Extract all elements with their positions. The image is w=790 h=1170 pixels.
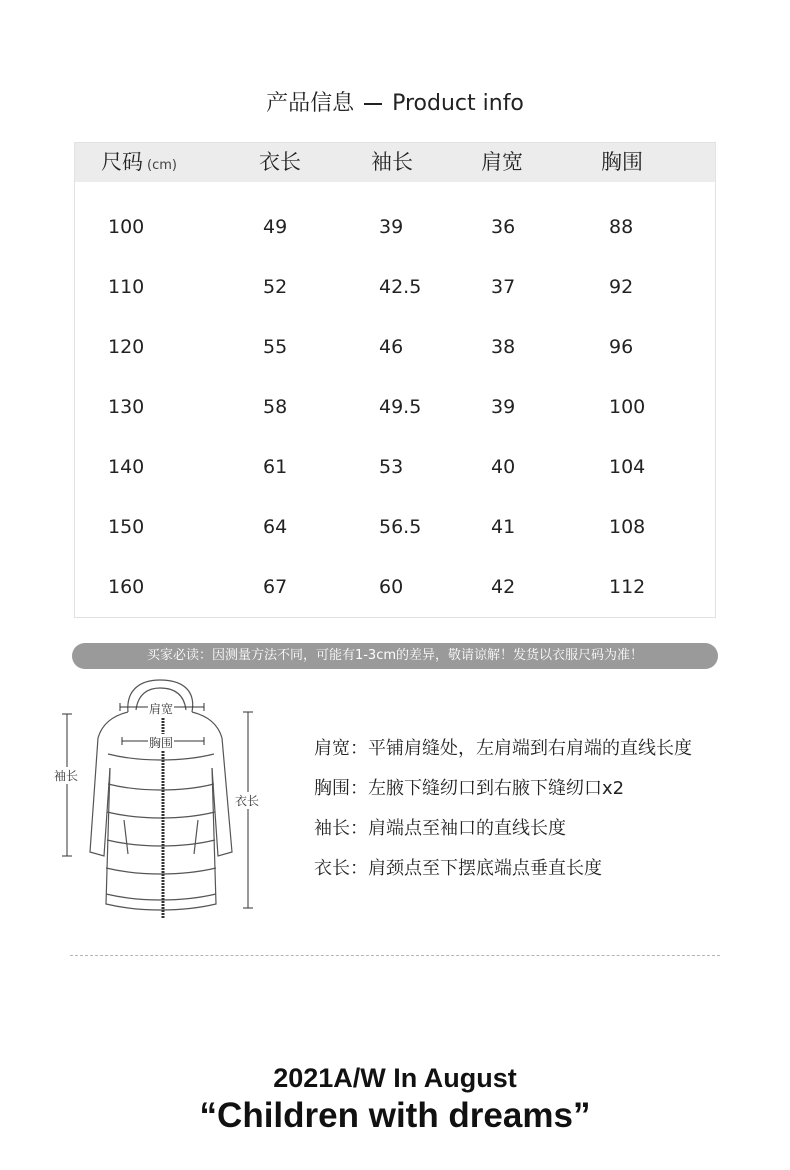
header-shoulder: 肩宽 (481, 150, 523, 174)
cell-size: 130 (108, 396, 145, 418)
cell-chest: 92 (609, 276, 634, 298)
cell-chest: 112 (609, 576, 646, 598)
title-cn: 产品信息 (266, 91, 355, 116)
page-title (0, 86, 790, 117)
cell-size: 110 (108, 276, 145, 298)
measurement-diagram (40, 672, 280, 927)
cell-size: 120 (108, 336, 145, 358)
table-row (75, 542, 715, 602)
cell-sleeve: 39 (379, 216, 404, 238)
cell-length: 61 (263, 456, 288, 478)
size-table (74, 142, 716, 618)
cell-shoulder: 37 (491, 276, 516, 298)
legend-length: 衣长：肩颈点至下摆底端点垂直长度 (314, 858, 602, 879)
diagram-chest-label: 胸围 (149, 736, 174, 750)
cell-chest: 100 (609, 396, 646, 418)
cell-sleeve: 60 (379, 576, 404, 598)
cell-shoulder: 39 (491, 396, 516, 418)
diagram-length-label: 衣长 (235, 794, 260, 808)
size-table-header (75, 143, 715, 182)
cell-sleeve: 49.5 (379, 396, 422, 418)
cell-shoulder: 36 (491, 216, 516, 238)
diagram-sleeve-label: 袖长 (54, 769, 79, 783)
cell-size: 100 (108, 216, 145, 238)
cell-length: 55 (263, 336, 288, 358)
cell-shoulder: 42 (491, 576, 516, 598)
header-size-unit: (cm) (147, 158, 177, 173)
table-row (75, 482, 715, 542)
cell-chest: 108 (609, 516, 646, 538)
title-dash (364, 103, 382, 105)
legend-shoulder: 肩宽：平铺肩缝处，左肩端到右肩端的直线长度 (314, 738, 692, 759)
cell-chest: 96 (609, 336, 634, 358)
table-row (75, 182, 715, 242)
cell-shoulder: 41 (491, 516, 516, 538)
cell-chest: 104 (609, 456, 646, 478)
cell-size: 140 (108, 456, 145, 478)
header-sleeve: 袖长 (371, 150, 413, 174)
table-row (75, 302, 715, 362)
cell-sleeve: 42.5 (379, 276, 422, 298)
title-en: Product info (392, 91, 524, 116)
header-size (101, 143, 177, 182)
diagram-shoulder-label: 肩宽 (149, 702, 174, 716)
cell-shoulder: 38 (491, 336, 516, 358)
header-chest: 胸围 (601, 150, 643, 174)
cell-length: 64 (263, 516, 288, 538)
dashed-divider (70, 955, 720, 956)
cell-length: 49 (263, 216, 288, 238)
cell-shoulder: 40 (491, 456, 516, 478)
cell-size: 150 (108, 516, 145, 538)
cell-length: 67 (263, 576, 288, 598)
legend-chest: 胸围：左腋下缝纫口到右腋下缝纫口x2 (314, 778, 625, 799)
cell-sleeve: 46 (379, 336, 404, 358)
table-row (75, 362, 715, 422)
cell-sleeve: 53 (379, 456, 404, 478)
cell-size: 160 (108, 576, 145, 598)
header-length: 衣长 (259, 150, 301, 174)
cell-length: 52 (263, 276, 288, 298)
cell-sleeve: 56.5 (379, 516, 422, 538)
cell-length: 58 (263, 396, 288, 418)
cell-chest: 88 (609, 216, 634, 238)
header-size-label: 尺码 (101, 150, 143, 174)
table-row (75, 422, 715, 482)
legend-sleeve: 袖长：肩端点至袖口的直线长度 (314, 818, 566, 839)
table-row (75, 242, 715, 302)
tagline-slogan: “Children with dreams” (199, 1096, 591, 1135)
tagline-season: 2021A/W In August (273, 1063, 517, 1093)
buyer-notice: 买家必读：因测量方法不同，可能有1-3cm的差异，敬请谅解！发货以衣服尺码为准！ (72, 643, 718, 669)
